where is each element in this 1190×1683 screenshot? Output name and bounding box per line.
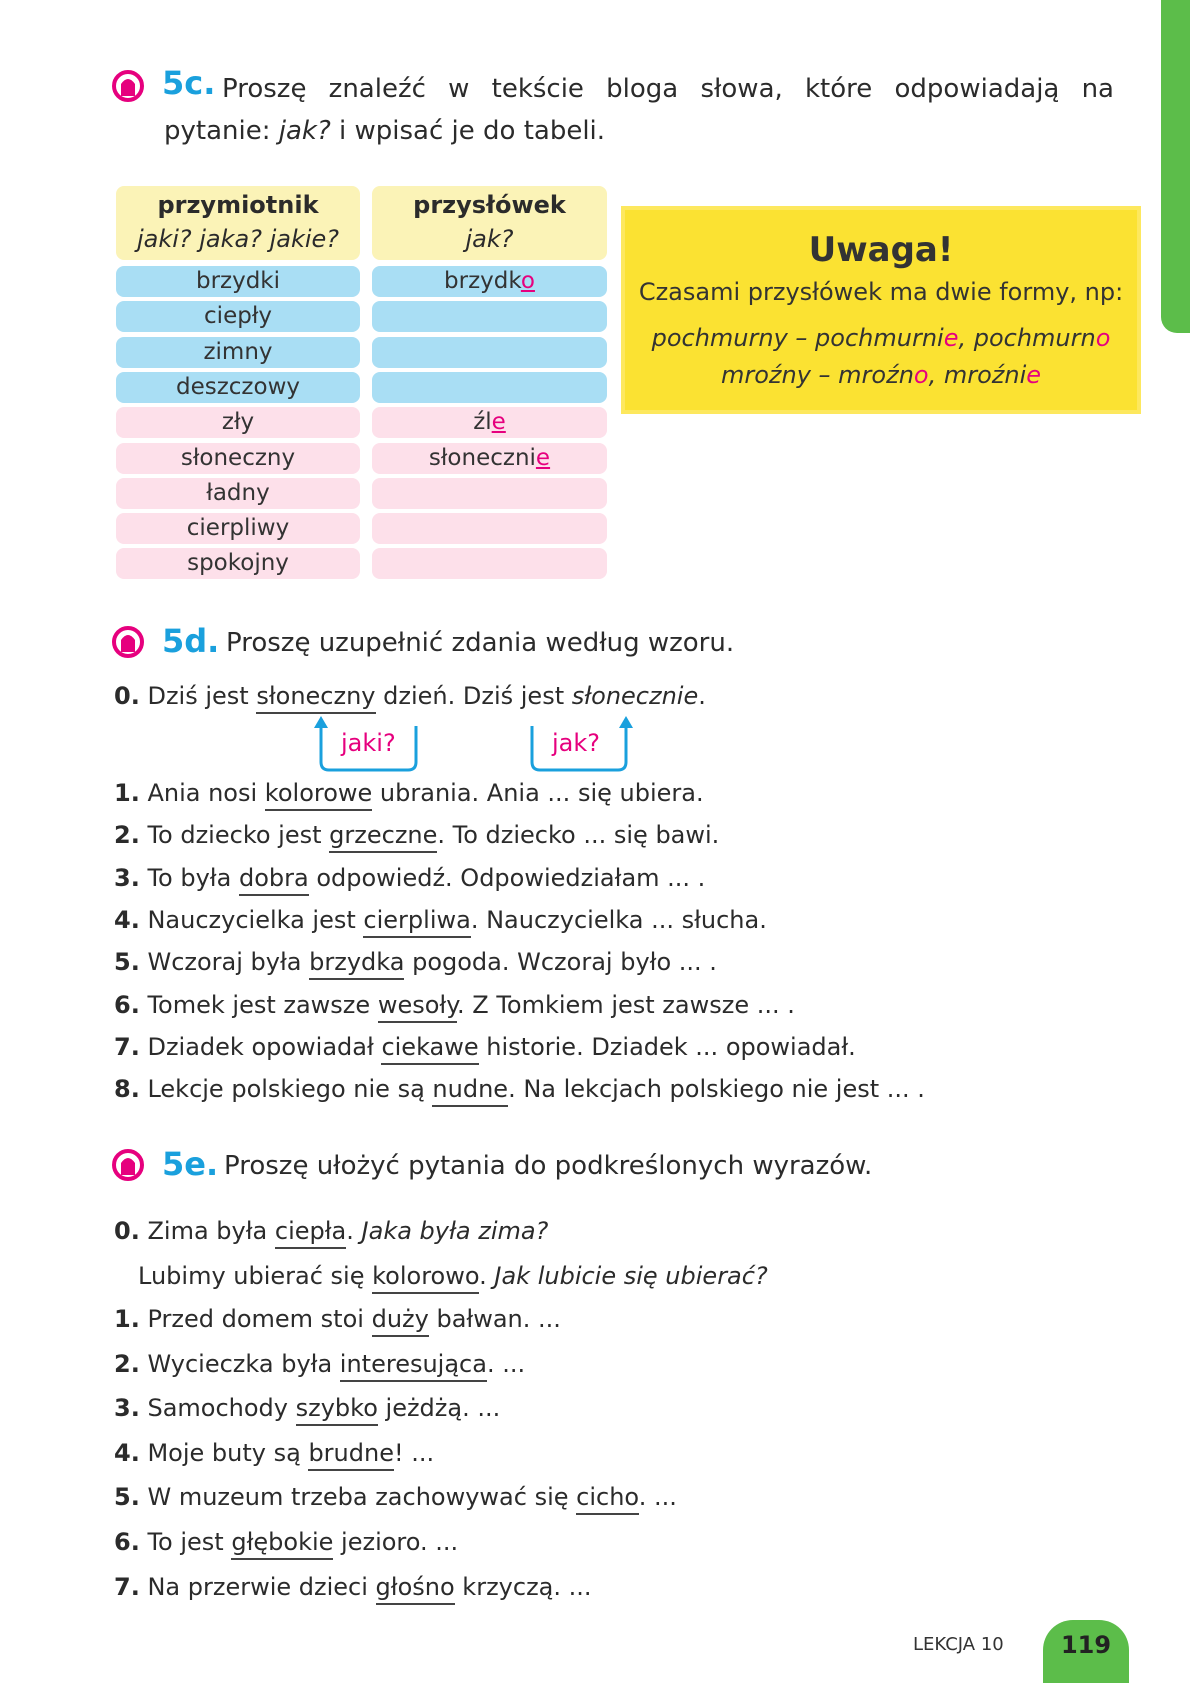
adverb-cell[interactable] — [372, 513, 607, 544]
example-5e-0: 0. Zima była ciepła. Jaka była zima? — [114, 1217, 548, 1245]
note-examples: pochmurny – pochmurnie, pochmurno mroźny – mroźno, mroźnie — [651, 324, 1111, 389]
sentence-5e-5: 5. W muzeum trzeba zachowywać się cicho. ... — [114, 1483, 677, 1511]
exercise-5d-number: 5d. — [162, 622, 220, 660]
table-header-adjective: przymiotnik jaki? jaka? jakie? — [116, 186, 360, 260]
exercise-5e-instruction: Proszę ułożyć pytania do podkreślonych wyrazów. — [224, 1151, 873, 1181]
pair-work-icon — [112, 626, 144, 658]
pair-work-icon — [112, 1149, 144, 1181]
sentence-5d-1: 1. Ania nosi kolorowe ubrania. Ania ... się ubiera. — [114, 779, 704, 807]
sentence-5e-1: 1. Przed domem stoi duży bałwan. ... — [114, 1305, 561, 1333]
example-sentence-5d: 0. Dziś jest słoneczny dzień. Dziś jest słonecznie. — [114, 682, 706, 710]
adjective-cell: spokojny — [116, 548, 360, 579]
example-5e-0b: Lubimy ubierać się kolorowo. Jak lubicie się ubierać? — [138, 1262, 768, 1290]
table-header-adverb: przysłówek jak? — [372, 186, 607, 260]
adjective-cell: słoneczny — [116, 443, 360, 474]
sentence-5d-6: 6. Tomek jest zawsze wesoły. Z Tomkiem jest zawsze ... . — [114, 991, 795, 1019]
adverb-cell[interactable] — [372, 548, 607, 579]
sentence-5d-7: 7. Dziadek opowiadał ciekawe historie. Dziadek ... opowiadał. — [114, 1033, 856, 1061]
sentence-5d-5: 5. Wczoraj była brzydka pogoda. Wczoraj było ... . — [114, 948, 717, 976]
adjective-cell: brzydki — [116, 266, 360, 297]
exercise-5c-instruction: Proszę znaleźć w tekście bloga słowa, które odpowiadają na pytanie: jak? i wpisać je do tabeli. — [164, 74, 1114, 146]
adverb-cell[interactable] — [372, 337, 607, 368]
page-number: 119 — [1043, 1620, 1129, 1683]
note-box — [625, 210, 1137, 410]
adjective-cell: ciepły — [116, 301, 360, 332]
adverb-cell[interactable] — [372, 301, 607, 332]
adjective-cell: cierpliwy — [116, 513, 360, 544]
note-text: Czasami przysłówek ma dwie formy, np: — [638, 278, 1124, 306]
sentence-5e-3: 3. Samochody szybko jeżdżą. ... — [114, 1394, 500, 1422]
pair-work-icon — [112, 70, 144, 102]
adverb-cell[interactable]: słonecznie — [372, 443, 607, 474]
label-jak: jak? — [552, 729, 601, 757]
sentence-5d-3: 3. To była dobra odpowiedź. Odpowiedziałam ... . — [114, 864, 705, 892]
lesson-label: LEKCJA 10 — [913, 1634, 1004, 1655]
adverb-cell[interactable] — [372, 372, 607, 403]
adverb-cell[interactable]: źle — [372, 407, 607, 438]
label-jaki: jaki? — [341, 729, 396, 757]
sentence-5e-4: 4. Moje buty są brudne! ... — [114, 1439, 434, 1467]
adverb-cell[interactable]: brzydko — [372, 266, 607, 297]
sentence-5e-2: 2. Wycieczka była interesująca. ... — [114, 1350, 525, 1378]
sentence-5e-7: 7. Na przerwie dzieci głośno krzyczą. ... — [114, 1573, 592, 1601]
sentence-5d-4: 4. Nauczycielka jest cierpliwa. Nauczycielka ... słucha. — [114, 906, 767, 934]
exercise-5c-number: 5c. — [162, 64, 216, 102]
chapter-side-tab — [1161, 0, 1190, 333]
adjective-cell: zimny — [116, 337, 360, 368]
exercise-5e-number: 5e. — [162, 1145, 219, 1183]
adjective-cell: ładny — [116, 478, 360, 509]
adjective-cell: deszczowy — [116, 372, 360, 403]
adjective-cell: zły — [116, 407, 360, 438]
sentence-5e-6: 6. To jest głębokie jezioro. ... — [114, 1528, 458, 1556]
adverb-cell[interactable] — [372, 478, 607, 509]
sentence-5d-2: 2. To dziecko jest grzeczne. To dziecko ... się bawi. — [114, 821, 719, 849]
note-title: Uwaga! — [808, 230, 954, 270]
sentence-5d-8: 8. Lekcje polskiego nie są nudne. Na lekcjach polskiego nie jest ... . — [114, 1075, 925, 1103]
exercise-5d-instruction: Proszę uzupełnić zdania według wzoru. — [226, 628, 735, 658]
